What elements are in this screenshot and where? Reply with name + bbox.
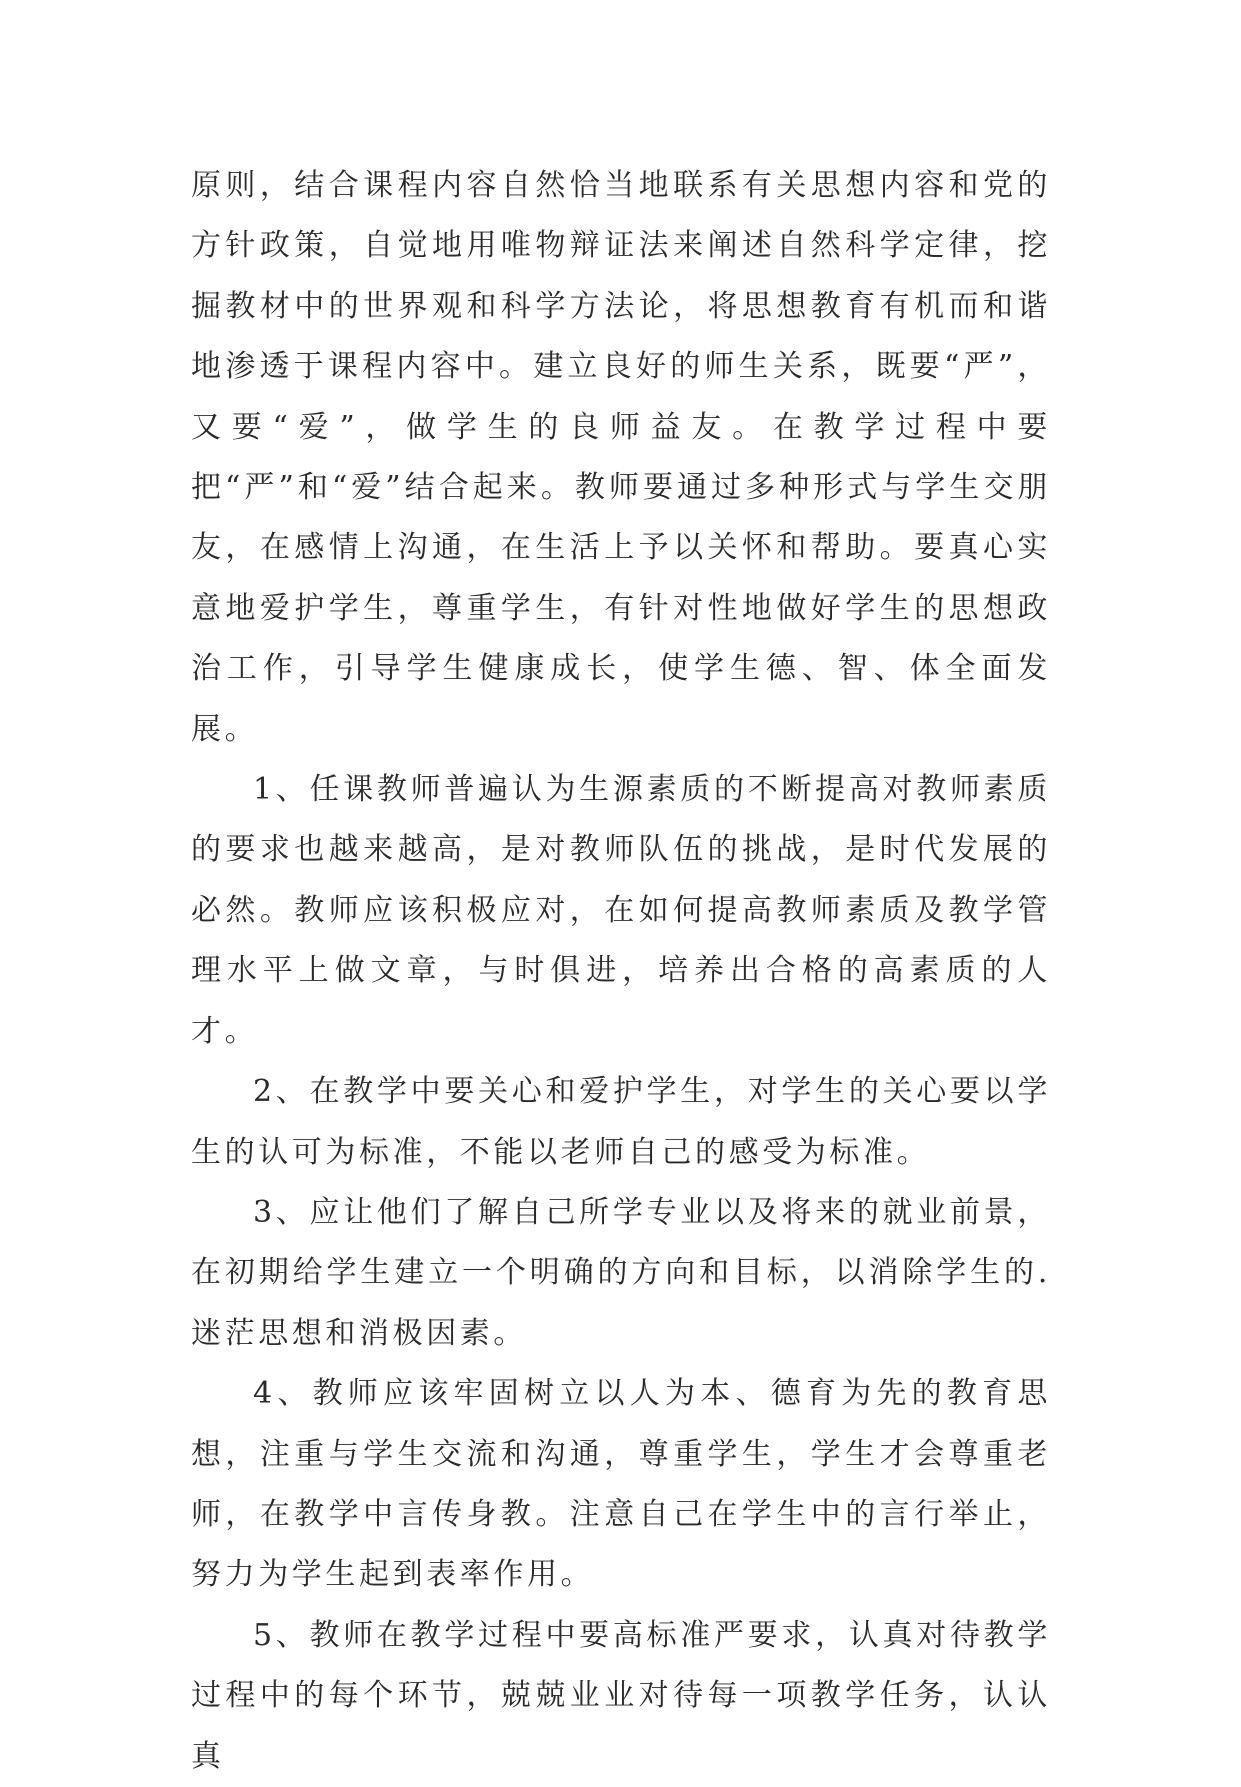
paragraph-item-4: 4、教师应该牢固树立以人为本、德育为先的教育思想，注重与学生交流和沟通，尊重学生，学生才会尊重老师，在教学中言传身教。注意自己在学生中的言行举止，努力为学生起到表率作用。 <box>191 1376 1051 1593</box>
paragraph-item-1: 1、任课教师普遍认为生源素质的不断提高对教师素质的要求也越来越高，是对教师队伍的挑战，是时代发展的必然。教师应该积极应对，在如何提高教师素质及教学管理水平上做文章，与时俱进，培养出合格的高素质的人才。 <box>191 772 1051 1049</box>
paragraph-item-5: 5、教师在教学过程中要高标准严要求，认真对待教学过程中的每个环节，兢兢业业对待每一项教学任务，认认真 <box>191 1617 1051 1774</box>
paragraph-item-3: 3、应让他们了解自己所学专业以及将来的就业前景，在初期给学生建立一个明确的方向和目标，以消除学生的.迷茫思想和消极因素。 <box>191 1194 1051 1351</box>
document-body <box>191 156 1051 1787</box>
paragraph-item-2: 2、在教学中要关心和爱护学生，对学生的关心要以学生的认可为标准，不能以老师自己的感受为标准。 <box>191 1074 1051 1170</box>
paragraph-continuation: 原则，结合课程内容自然恰当地联系有关思想内容和党的方针政策，自觉地用唯物辩证法来阐述自然科学定律，挖掘教材中的世界观和科学方法论，将思想教育有机而和谐地渗透于课程内容中。建立良好的师生关系，既要“严”，又要“爱”，做学生的良师益友。在教学过程中要把“严”和“爱”结合起来。教师要通过多种形式与学生交朋友，在感情上沟通，在生活上予以关怀和帮助。要真心实意地爱护学生，尊重学生，有针对性地做好学生的思想政治工作，引导学生健康成长，使学生德、智、体全面发展。 <box>191 168 1051 747</box>
